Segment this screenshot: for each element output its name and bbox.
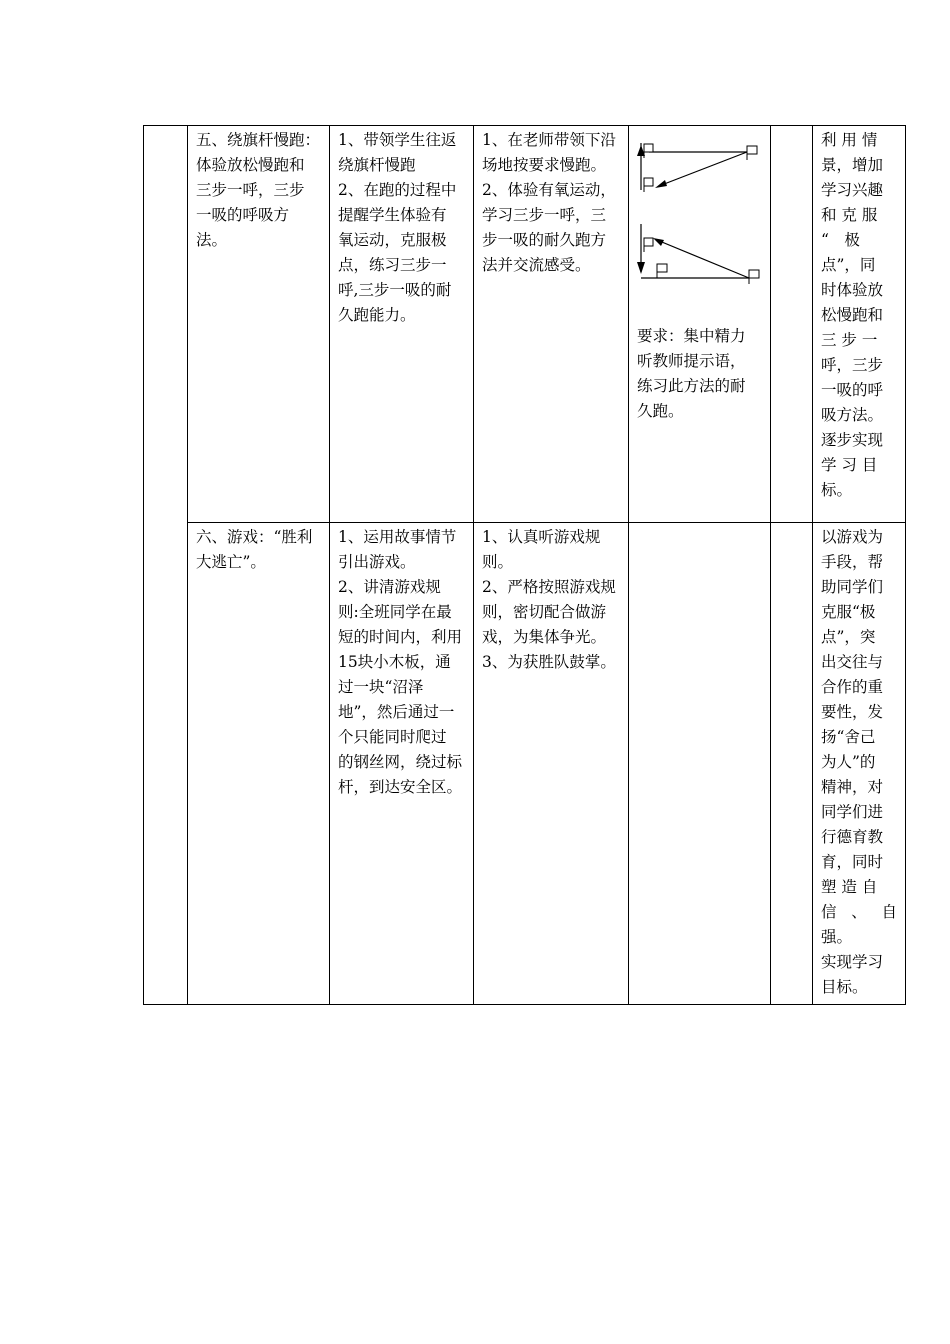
blank-left-cell (144, 126, 188, 1005)
text-line: “ 极 (821, 231, 860, 249)
bottom-route (637, 224, 749, 278)
running-route-diagram (637, 128, 767, 298)
flag-icon (644, 144, 653, 158)
teacher-activity-cell (330, 126, 474, 523)
text-line: 个只能同时爬过 (338, 728, 447, 746)
text-line: 3、为获胜队鼓掌。 (482, 653, 616, 671)
student-activity-cell (474, 126, 629, 523)
text-line: 一吸的呼 (821, 381, 884, 399)
text-line: 点”，突 (821, 628, 876, 646)
text-line: 地”，然后通过一 (338, 703, 455, 721)
section-cell (188, 126, 330, 523)
text-line: 吸方法。 (821, 406, 884, 424)
text-line: 则。 (482, 553, 514, 571)
text-line: 一吸的呼吸方 (196, 206, 290, 224)
organization-cell (629, 126, 771, 523)
text-line: 1、在老师带领下沿 (482, 131, 616, 149)
text-line: 1、运用故事情节 (338, 528, 457, 546)
text-line: 要性，发 (821, 703, 884, 721)
text-line: 和 克 服 (821, 206, 878, 224)
text-line: 克服“极 (821, 603, 876, 621)
text-line: 法。 (196, 231, 228, 249)
text-line: 的钢丝网，绕过标 (338, 753, 463, 771)
text-line: 1、带领学生往返 (338, 131, 457, 149)
blank-narrow-cell (771, 523, 813, 1005)
text-line: 手段，帮 (821, 553, 884, 571)
text-line: 要求：集中精力 (637, 327, 746, 345)
text-line: 1、认真听游戏规 (482, 528, 601, 546)
text-line: 久跑。 (637, 402, 684, 420)
text-line: 同学们进 (821, 803, 884, 821)
text-line: 听教师提示语， (637, 352, 746, 370)
text-line: 点，练习三步一 (338, 256, 447, 274)
text-line: 合作的重 (821, 678, 884, 696)
text-line: 练习此方法的耐 (637, 377, 746, 395)
text-line: 以游戏为 (821, 528, 884, 546)
text-line: 行德育教 (821, 828, 884, 846)
flag-icon (749, 270, 759, 284)
text-line: 戏，为集体争光。 (482, 628, 607, 646)
text-line: 五、绕旗杆慢跑： (196, 131, 321, 149)
teacher-activity-cell (330, 523, 474, 1005)
purpose-cell (813, 523, 906, 1005)
organization-cell (629, 523, 771, 1005)
text-line: 点”，同 (821, 256, 876, 274)
text-line: 杆，到达安全区。 (338, 778, 463, 796)
text-line: 15块小木板，通 (338, 653, 451, 671)
text-line: 三步一呼，三步 (196, 181, 305, 199)
text-line: 学 习 目 (821, 456, 878, 474)
text-line: 助同学们 (821, 578, 884, 596)
text-line: 利 用 情 (821, 131, 878, 149)
text-line: 久跑能力。 (338, 306, 416, 324)
text-line: 2、讲清游戏规 (338, 578, 441, 596)
text-line: 则，密切配合做游 (482, 603, 607, 621)
text-line: 三 步 一 (821, 331, 878, 349)
text-line: 呼,三步一吸的耐 (338, 281, 452, 299)
flag-icon (644, 178, 653, 192)
flag-icon (657, 264, 667, 278)
text-line: 场地按要求慢跑。 (482, 156, 607, 174)
text-line: 松慢跑和 (821, 306, 884, 324)
text-line: 引出游戏。 (338, 553, 416, 571)
lesson-plan-table (143, 125, 906, 1005)
requirement-text (637, 324, 762, 424)
text-line: 出交往与 (821, 653, 884, 671)
section-cell (188, 523, 330, 1005)
table-row (144, 523, 906, 1005)
text-line: 为人”的 (821, 753, 876, 771)
text-line: 2、体验有氧运动， (482, 181, 616, 199)
text-line: 景，增加 (821, 156, 884, 174)
text-line: 时体验放 (821, 281, 884, 299)
text-line: 扬“舍己 (821, 728, 876, 746)
text-line: 目标。 (821, 978, 868, 996)
text-line: 法并交流感受。 (482, 256, 591, 274)
text-line: 氧运动，克服极 (338, 231, 447, 249)
text-line: 2、在跑的过程中 (338, 181, 457, 199)
student-activity-cell (474, 523, 629, 1005)
text-line: 过一块“沼泽 (338, 678, 424, 696)
text-line: 提醒学生体验有 (338, 206, 447, 224)
text-line: 学习三步一呼，三 (482, 206, 607, 224)
text-line: 短的时间内，利用 (338, 628, 463, 646)
flag-icon (747, 146, 757, 160)
text-line: 信、自强。 (821, 903, 897, 946)
text-line: 标。 (821, 481, 853, 499)
text-line: 逐步实现 (821, 431, 884, 449)
text-line: 实现学习 (821, 953, 884, 971)
purpose-cell (813, 126, 906, 523)
blank-narrow-cell (771, 126, 813, 523)
table-row (144, 126, 906, 523)
text-line: 体验放松慢跑和 (196, 156, 305, 174)
text-line: 则:全班同学在最 (338, 603, 452, 621)
text-line: 呼，三步 (821, 356, 884, 374)
flag-icon (644, 238, 653, 252)
text-line: 育，同时 (821, 853, 884, 871)
text-line: 绕旗杆慢跑 (338, 156, 416, 174)
text-line: 大逃亡”。 (196, 553, 266, 571)
text-line: 学习兴趣 (821, 181, 884, 199)
text-line: 六、游戏：“胜利 (196, 528, 313, 546)
text-line: 2、严格按照游戏规 (482, 578, 616, 596)
text-line: 步一吸的耐久跑方 (482, 231, 607, 249)
text-line: 精神，对 (821, 778, 884, 796)
text-line: 塑 造 自 (821, 878, 878, 896)
